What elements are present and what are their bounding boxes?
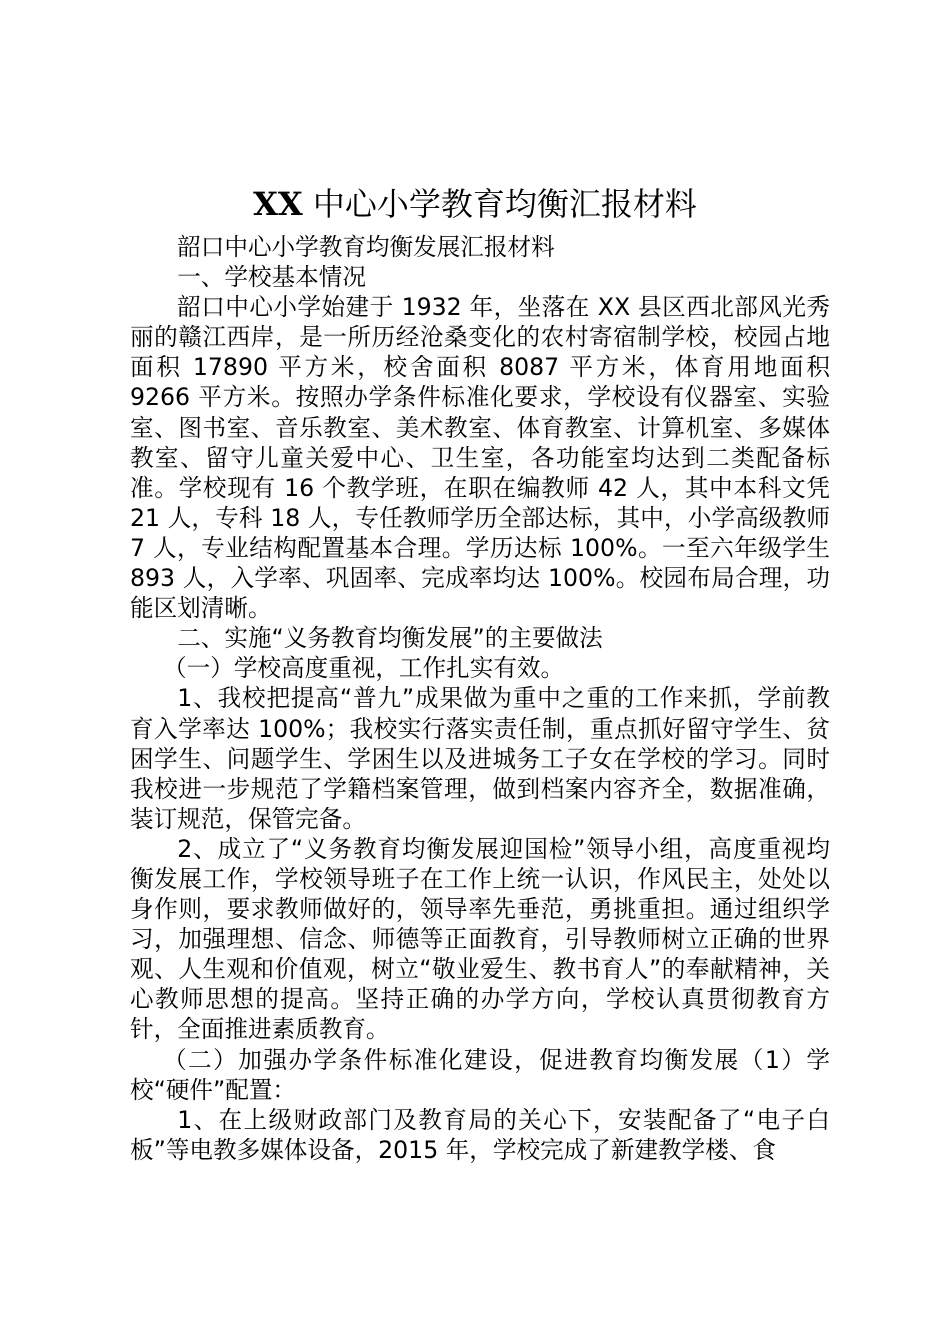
subsection-heading-2: （二）加强办学条件标准化建设，促进教育均衡发展（1）学校“硬件”配置： <box>130 1045 830 1104</box>
section-heading-basic-info: 一、学校基本情况 <box>177 263 366 292</box>
paragraph-basic-info: 韶口中心小学始建于 1932 年，坐落在 XX 县区西北部风光秀丽的赣江西岸，是一所历经沧桑变化的农村寄宿制学校，校园占地面积 17890 平方米，校舍面积 8087 平方米，体育用地面积 9266 平方米。按照办学条件标准化要求，学校设有仪器室、实验室、图书室、音乐教室、美术教室、体育教室、计算机室、多媒体教室、留守儿童关爱中心、卫生室，各功能室均达到二类配备标准。学校现有 16 个教学班，在职在编教师 42 人，其中本科文凭 21 人，专科 18 人，专任教师学历全部达标，其中，小学高级教师 7 人，专业结构配置基本合理。学历达标 100%。一至六年级学生 893 人，入学率、巩固率、完成率均达 100%。校园布局合理，功能区划清晰。 <box>130 293 830 623</box>
title-prefix: XX <box>253 185 303 223</box>
subsection-heading-1: （一）学校高度重视，工作扎实有效。 <box>163 654 565 683</box>
paragraph-item-2: 2、成立了“义务教育均衡发展迎国检”领导小组，高度重视均衡发展工作，学校领导班子在工作上统一认识，作风民主，处处以身作则，要求教师做好的，领导率先垂范，勇挑重担。通过组织学习，加强理想、信念、师德等正面教育，引导教师树立正确的世界观、人生观和价值观，树立“敬业爱生、教书育人”的奉献精神，关心教师思想的提高。坚持正确的办学方向，学校认真贯彻教育方针，全面推进素质教育。 <box>130 834 830 1044</box>
document-body <box>130 232 830 1165</box>
paragraph-item-1: 1、我校把提高“普九”成果做为重中之重的工作来抓，学前教育入学率达 100%；我校实行落实责任制，重点抓好留守学生、贫困学生、问题学生、学困生以及进城务工子女在学校的学习。同时我校进一步规范了学籍档案管理，做到档案内容齐全，数据准确，装订规范，保管完备。 <box>130 684 830 833</box>
document-title <box>0 182 950 226</box>
subtitle-paragraph: 韶口中心小学教育均衡发展汇报材料 <box>177 233 555 261</box>
section-heading-main-practices: 二、实施“义务教育均衡发展”的主要做法 <box>177 624 603 653</box>
paragraph-hardware-item-1: 1、在上级财政部门及教育局的关心下，安装配备了“电子白板”等电教多媒体设备，2015 年，学校完成了新建教学楼、食 <box>130 1105 830 1164</box>
title-text: 中心小学教育均衡汇报材料 <box>312 185 697 223</box>
